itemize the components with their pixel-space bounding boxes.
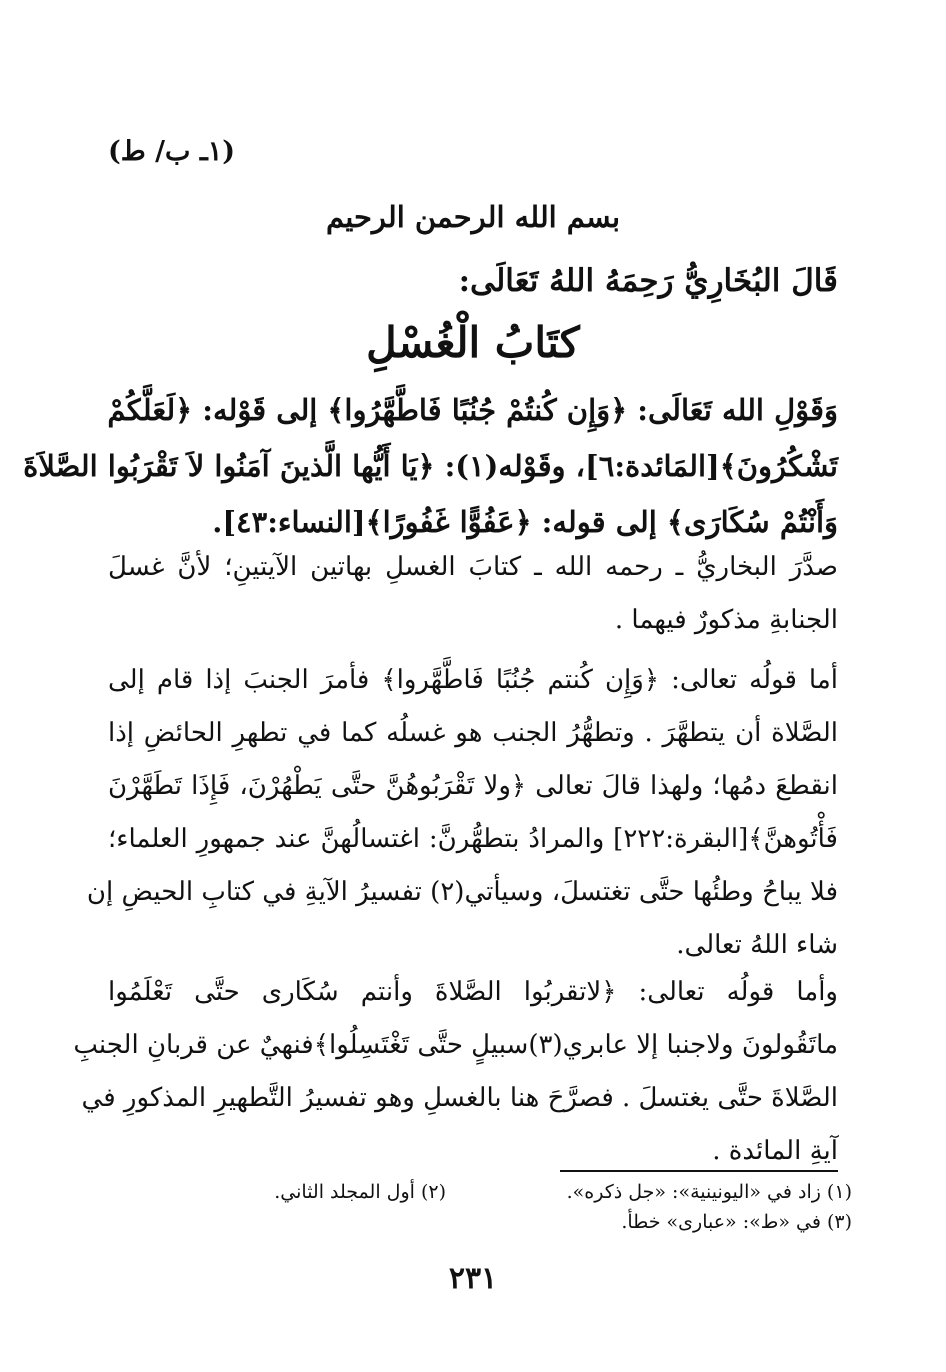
paragraph-line: ماتَقُولونَ ولاجنبا إلا عابري(٣)سبيلٍ حتَّى تَغْتَسِلُوا﴾فنهيٌ عن قربانِ الجنبِ xyxy=(73,1030,838,1060)
footnote-2: (٢) أول المجلد الثاني. xyxy=(274,1181,446,1203)
page-number: ٢٣١ xyxy=(448,1261,498,1296)
manuscript-reference: (١ـ ب/ ط) xyxy=(108,136,236,167)
paragraph-line: الجنابةِ مذكورٌ فيهما . xyxy=(614,605,838,635)
paragraph-line: الصَّلاةَ حتَّى يغتسلَ . فصرَّحَ هنا بالغسلِ وهو تفسيرُ التَّطهيرِ المذكورِ في xyxy=(81,1083,838,1113)
paragraph-line: شاء اللهُ تعالى. xyxy=(676,930,838,960)
intro-line: وَقَوْلِ الله تَعَالَى: ﴿وَإِن كُنتُمْ جُنُبًا فَاطَّهَّرُوا﴾ إلى قَوْله: ﴿لَعَلَّكُمْ xyxy=(107,393,838,427)
footnote-divider xyxy=(560,1170,838,1172)
paragraph-line: آيةِ المائدة . xyxy=(712,1136,838,1166)
chapter-title: كتَابُ الْغُسْلِ xyxy=(366,318,580,367)
intro-line: وَأَنْتُمْ سُكَارَى﴾ إلى قوله: ﴿عَفُوًّا غَفُورًا﴾[النساء:٤٣]. xyxy=(212,505,838,539)
paragraph-2 xyxy=(86,654,838,972)
paragraph-line: فَأْتُوهنَّ﴾[البقرة:٢٢٢] والمرادُ بتطهُّرنَّ: اغتسالُهنَّ عند جمهورِ العلماء؛ xyxy=(108,824,838,854)
paragraph-line: أما قولُه تعالى: ﴿وَإِن كُنتم جُنُبًا فَاطَّهَّروا﴾ فأمرَ الجنبَ إذا قام إلى xyxy=(108,665,838,695)
footnote-3: (٣) في «ط»: «عبارى» خطأ. xyxy=(621,1211,852,1233)
paragraph-line: الصَّلاة أن يتطهَّرَ . وتطهُّرُ الجنب هو غسلُه كما في تطهرِ الحائضِ إذا xyxy=(108,718,838,748)
paragraph-line: وأما قولُه تعالى: ﴿لاتقربُوا الصَّلاةَ وأنتم سُكَارى حتَّى تَعْلَمُوا xyxy=(108,977,838,1007)
paragraph-3 xyxy=(73,966,838,1178)
footnote-1: (١) زاد في «اليونينية»: «جل ذكره». xyxy=(566,1181,852,1203)
intro-verses xyxy=(23,382,838,550)
paragraph-line: صدَّرَ البخاريُّ ـ رحمه الله ـ كتابَ الغسلِ بهاتين الآيتينِ؛ لأنَّ غسلَ xyxy=(108,552,838,582)
paragraph-line: انقطعَ دمُها؛ ولهذا قالَ تعالى ﴿ولا تَقْرَبُوهُنَّ حتَّى يَطْهُرْنَ، فَإِذَا تَطَهَّرْنَ xyxy=(108,771,838,801)
basmala: بسم الله الرحمن الرحيم xyxy=(325,200,621,234)
author-intro-line: قَالَ البُخَارِيُّ رَحِمَهُ اللهُ تَعَالَى: xyxy=(458,263,838,299)
paragraph-line: فلا يباحُ وطئُها حتَّى تغتسلَ، وسيأتي(٢) تفسيرُ الآيةِ في كتابِ الحيضِ إن xyxy=(86,877,838,907)
intro-line: تَشْكُرُونَ﴾[المَائدة:٦]، وقَوْله(١): ﴿يَا أَيُّها الَّذينَ آمَنُوا لاَ تَقْرَبُوا الصَّلاَةَ xyxy=(23,449,838,483)
paragraph-1 xyxy=(108,541,838,647)
